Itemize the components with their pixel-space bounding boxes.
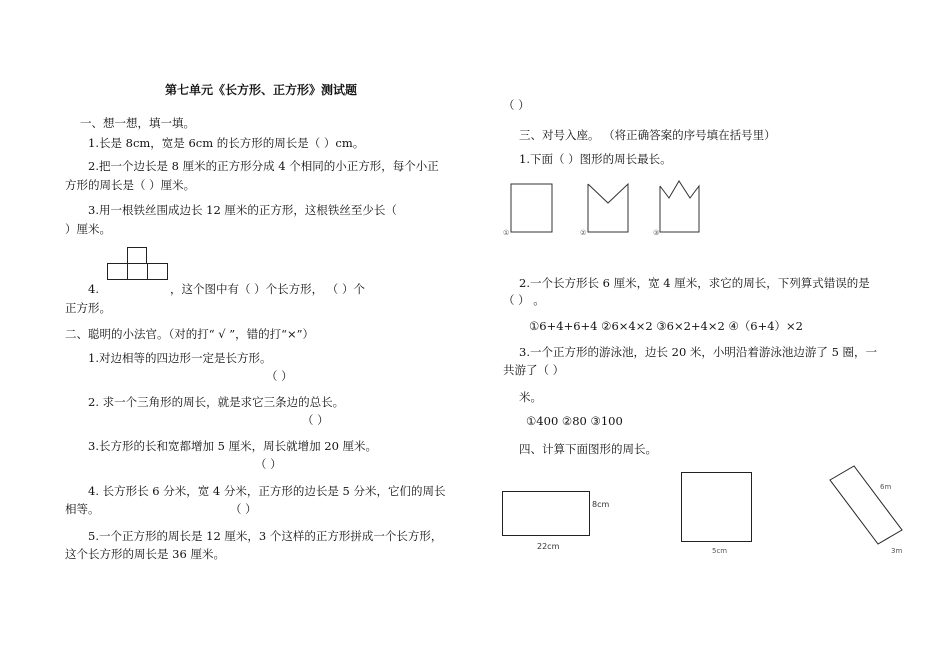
continued-answer-paren: （ ）: [503, 98, 530, 112]
s1-question-3-line-2: ）厘米。: [65, 222, 111, 236]
section-2-heading: 二、聪明的小法官。（对的打“ √ ”，错的打“×”）: [65, 327, 315, 341]
rectangles-figure: [107, 247, 167, 281]
shape-3-label: ③: [653, 229, 660, 237]
s1-question-1: 1.长是 8cm，宽是 6cm 的长方形的周长是（ ）cm。: [88, 136, 365, 150]
s2-question-1-answer: （ ）: [266, 369, 293, 383]
shape-2-notched: [588, 184, 628, 232]
s2-question-2: 2. 求一个三角形的周长，就是求它三条边的总长。: [88, 395, 345, 409]
perimeter-shapes: [500, 178, 720, 242]
s1-question-2-line-2: 方形的周长是（ ）厘米。: [65, 178, 196, 192]
s3-question-3-options: ①400 ②80 ③100: [526, 414, 623, 428]
s2-question-4-line-1: 4. 长方形长 6 分米，宽 4 分米，正方形的边长是 5 分米，它们的周长: [88, 484, 446, 498]
tilted-rectangle-shape: [830, 466, 902, 544]
s3-question-3-line-2: 共游了（ ）: [503, 363, 565, 377]
tilted-short-side-label: 3m: [891, 547, 903, 555]
figure-bottom-middle-square: [127, 263, 148, 280]
section-1-heading: 一、想一想，填一填。: [80, 116, 195, 130]
s2-question-3: 3.长方形的长和宽都增加 5 厘米，周长就增加 20 厘米。: [88, 439, 378, 453]
figure-bottom-left-square: [107, 263, 128, 280]
shape-2-label: ②: [580, 229, 587, 237]
s3-question-2-options: ①6+4+6+4 ②6×4×2 ③6×2+4×2 ④（6+4）×2: [529, 319, 803, 333]
square-side-label: 5cm: [712, 547, 728, 555]
s3-question-2-line-1: 2.一个长方形长 6 厘米，宽 4 厘米，求它的周长，下列算式错误的是: [519, 276, 870, 290]
shape-1-label: ①: [503, 229, 510, 237]
shape-1-rectangle: [511, 184, 552, 232]
s2-question-3-answer: （ ）: [255, 457, 282, 471]
tilted-long-side-label: 6m: [880, 483, 892, 491]
s2-question-5-line-1: 5.一个正方形的周长是 12 厘米，3 个这样的正方形拼成一个长方形，: [88, 529, 443, 543]
shape-3-crown: [660, 181, 699, 232]
section-4-heading: 四、计算下面图形的周长。: [519, 442, 657, 456]
section-3-heading: 三、对号入座。 （将正确答案的序号填在括号里）: [519, 128, 776, 142]
s3-question-3-line-3: 米。: [519, 390, 542, 404]
square-figure: [681, 472, 752, 542]
s1-question-4-text: ，这个图中有（ ）个长方形， （ ）个: [170, 282, 365, 296]
s2-question-4-answer: （ ）: [230, 502, 257, 516]
page-title: 第七单元《长方形、正方形》测试题: [165, 83, 358, 97]
s1-question-4-number: 4.: [88, 282, 99, 296]
rectangle-height-label: 8cm: [592, 500, 610, 509]
rectangle-figure: [502, 491, 590, 536]
rectangle-width-label: 22cm: [537, 542, 560, 551]
s2-question-5-line-2: 这个长方形的周长是 36 厘米。: [65, 547, 225, 561]
figure-top-square: [127, 247, 147, 264]
tilted-rectangle-figure: [822, 460, 912, 552]
s3-question-3-line-1: 3.一个正方形的游泳池，边长 20 米，小明沿着游泳池边游了 5 圈，一: [519, 345, 878, 359]
s1-question-2-line-1: 2.把一个边长是 8 厘米的正方形分成 4 个相同的小正方形，每个小正: [88, 159, 439, 173]
figure-bottom-right-square: [147, 263, 168, 280]
s3-question-1: 1.下面（ ）图形的周长最长。: [519, 152, 672, 166]
s2-question-1: 1.对边相等的四边形一定是长方形。: [88, 351, 272, 365]
s3-question-2-line-2: （ ） 。: [503, 293, 545, 307]
s2-question-4-line-2: 相等。: [65, 502, 100, 516]
s1-question-4-line-2: 正方形。: [65, 301, 111, 315]
s1-question-3-line-1: 3.用一根铁丝围成边长 12 厘米的正方形，这根铁丝至少长（: [88, 203, 397, 217]
s2-question-2-answer: （ ）: [302, 413, 329, 427]
